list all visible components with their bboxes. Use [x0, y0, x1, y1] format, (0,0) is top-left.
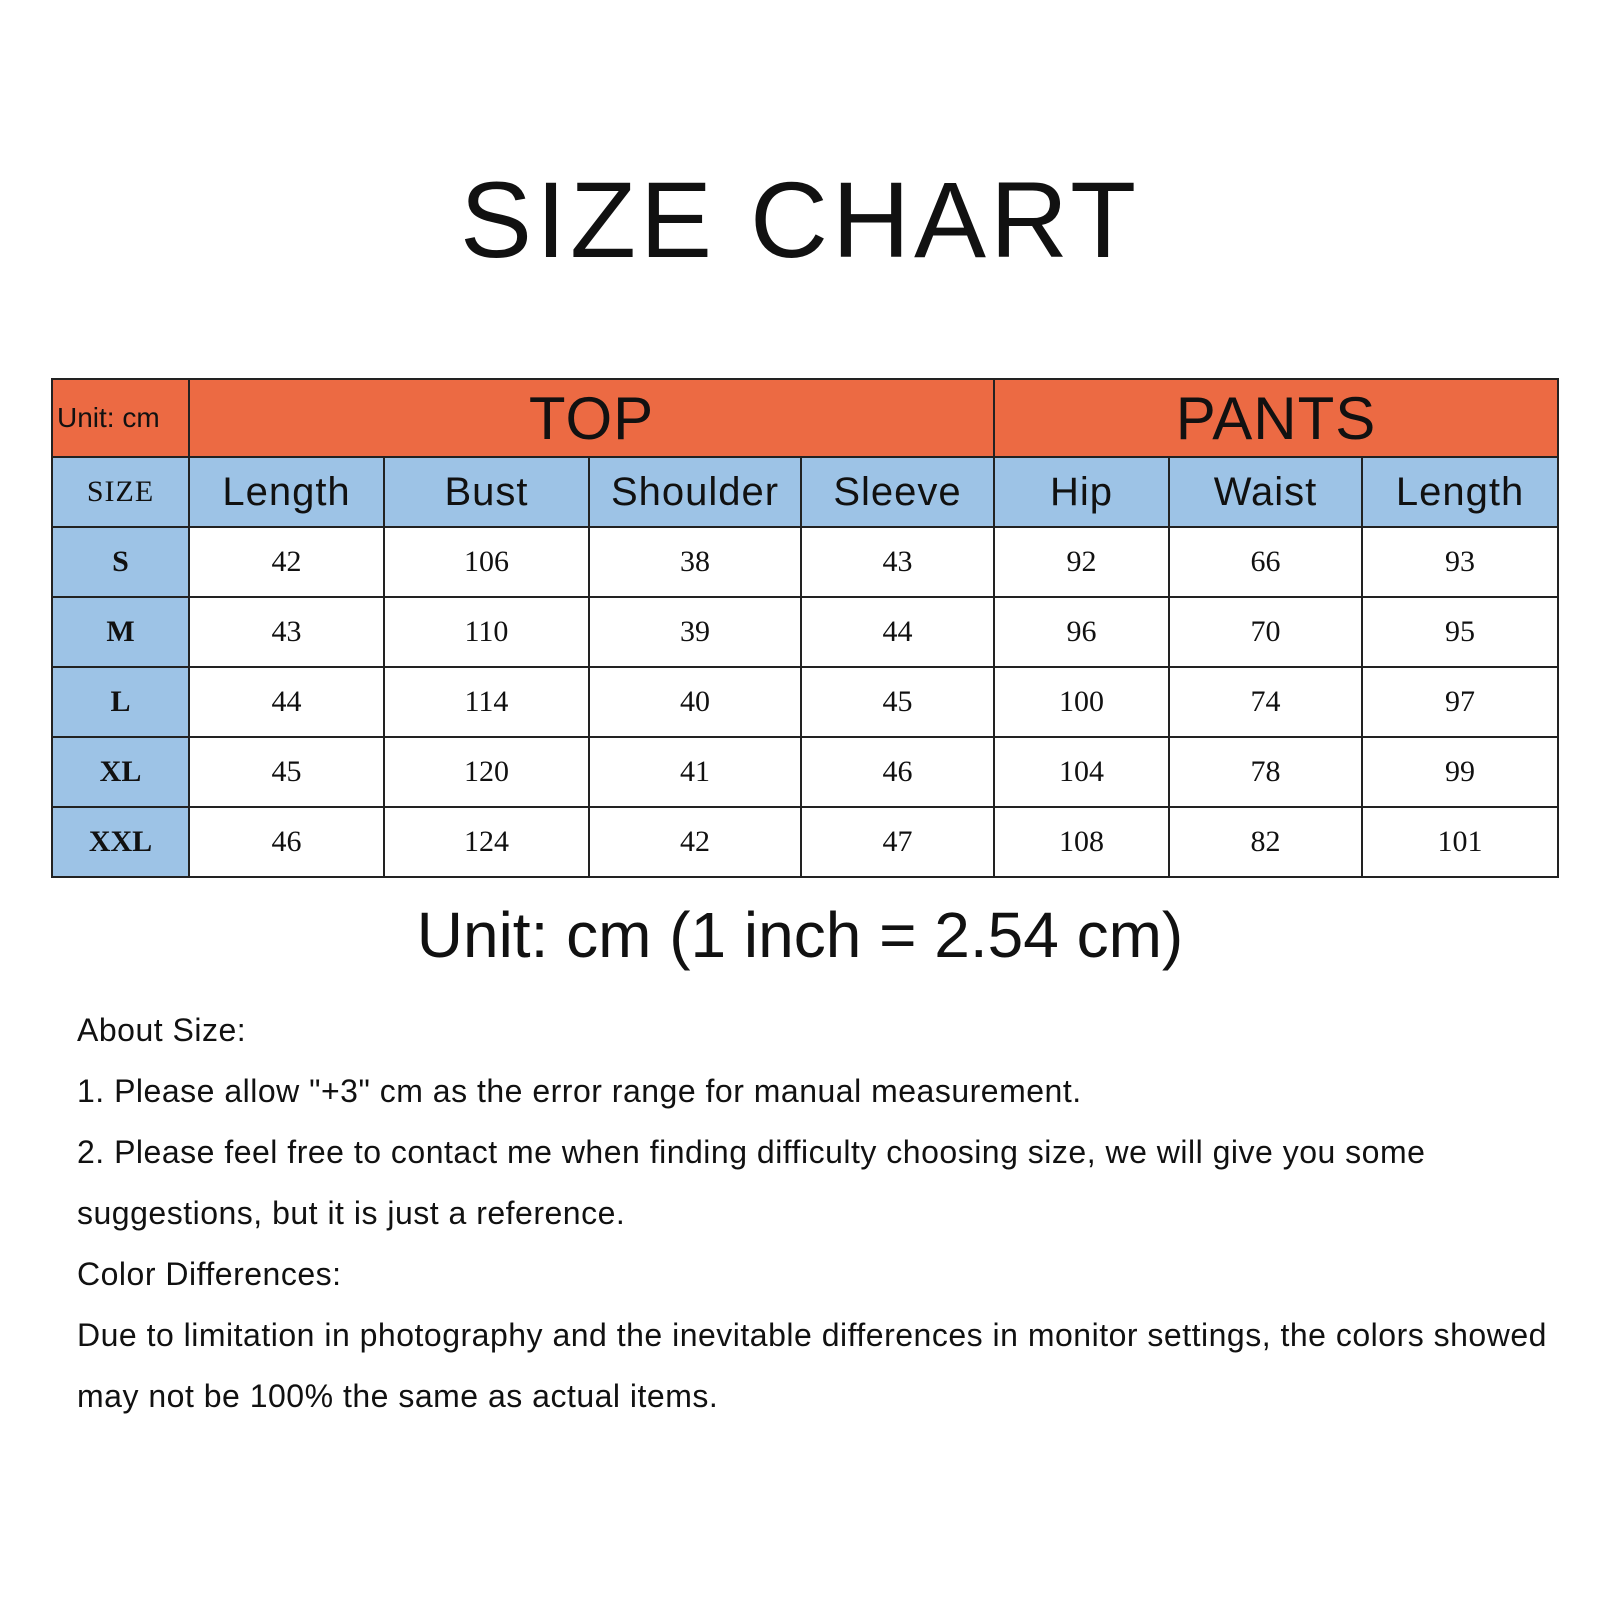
table-cell: 106	[384, 527, 589, 597]
column-header-sleeve: Sleeve	[801, 457, 994, 527]
column-header-size: SIZE	[52, 457, 189, 527]
about-size-heading: About Size:	[77, 1012, 247, 1048]
table-row	[52, 807, 1558, 877]
table-cell: 99	[1362, 737, 1558, 807]
group-header-top: TOP	[189, 379, 994, 457]
table-cell: 44	[189, 667, 384, 737]
table-cell: 43	[801, 527, 994, 597]
column-header-waist: Waist	[1169, 457, 1362, 527]
column-header-row	[52, 457, 1558, 527]
unit-conversion-note: Unit: cm (1 inch = 2.54 cm)	[416, 899, 1184, 971]
size-label: XXL	[52, 807, 189, 877]
table-cell: 43	[189, 597, 384, 667]
table-cell: 97	[1362, 667, 1558, 737]
column-header-shoulder: Shoulder	[589, 457, 801, 527]
group-header-pants: PANTS	[994, 379, 1558, 457]
table-cell: 42	[189, 527, 384, 597]
table-row	[52, 737, 1558, 807]
table-row	[52, 527, 1558, 597]
table-cell: 92	[994, 527, 1169, 597]
size-label: XL	[52, 737, 189, 807]
table-cell: 70	[1169, 597, 1362, 667]
table-cell: 40	[589, 667, 801, 737]
about-size-item-1: 1. Please allow "+3" cm as the error range for manual measurement.	[77, 1073, 1082, 1109]
color-differences-text: Due to limitation in photography and the inevitable differences in monitor settings, the colors showed may not be 100% the same as actual items.	[77, 1317, 1547, 1414]
table-cell: 45	[189, 737, 384, 807]
column-header-top-length: Length	[189, 457, 384, 527]
table-cell: 41	[589, 737, 801, 807]
size-chart-table	[51, 378, 1559, 878]
page-title: SIZE CHART	[459, 159, 1141, 280]
column-header-bust: Bust	[384, 457, 589, 527]
group-header-row	[52, 379, 1558, 457]
table-row	[52, 597, 1558, 667]
size-label: S	[52, 527, 189, 597]
column-header-pants-length: Length	[1362, 457, 1558, 527]
unit-label: Unit: cm	[52, 379, 189, 457]
table-cell: 110	[384, 597, 589, 667]
column-header-hip: Hip	[994, 457, 1169, 527]
table-cell: 96	[994, 597, 1169, 667]
table-cell: 124	[384, 807, 589, 877]
table-cell: 42	[589, 807, 801, 877]
notes-section	[77, 1000, 1557, 1427]
table-cell: 93	[1362, 527, 1558, 597]
table-cell: 101	[1362, 807, 1558, 877]
table-cell: 38	[589, 527, 801, 597]
table-cell: 66	[1169, 527, 1362, 597]
table-cell: 114	[384, 667, 589, 737]
table-cell: 39	[589, 597, 801, 667]
table-cell: 95	[1362, 597, 1558, 667]
table-cell: 45	[801, 667, 994, 737]
about-size-item-2: 2. Please feel free to contact me when finding difficulty choosing size, we will give you some suggestions, but it is just a reference.	[77, 1134, 1426, 1231]
size-label: L	[52, 667, 189, 737]
table-cell: 74	[1169, 667, 1362, 737]
table-cell: 120	[384, 737, 589, 807]
table-cell: 108	[994, 807, 1169, 877]
color-differences-heading: Color Differences:	[77, 1256, 342, 1292]
table-cell: 44	[801, 597, 994, 667]
table-cell: 47	[801, 807, 994, 877]
table-cell: 100	[994, 667, 1169, 737]
table-cell: 46	[189, 807, 384, 877]
table-cell: 82	[1169, 807, 1362, 877]
table-row	[52, 667, 1558, 737]
table-cell: 104	[994, 737, 1169, 807]
table-cell: 78	[1169, 737, 1362, 807]
table-cell: 46	[801, 737, 994, 807]
size-label: M	[52, 597, 189, 667]
